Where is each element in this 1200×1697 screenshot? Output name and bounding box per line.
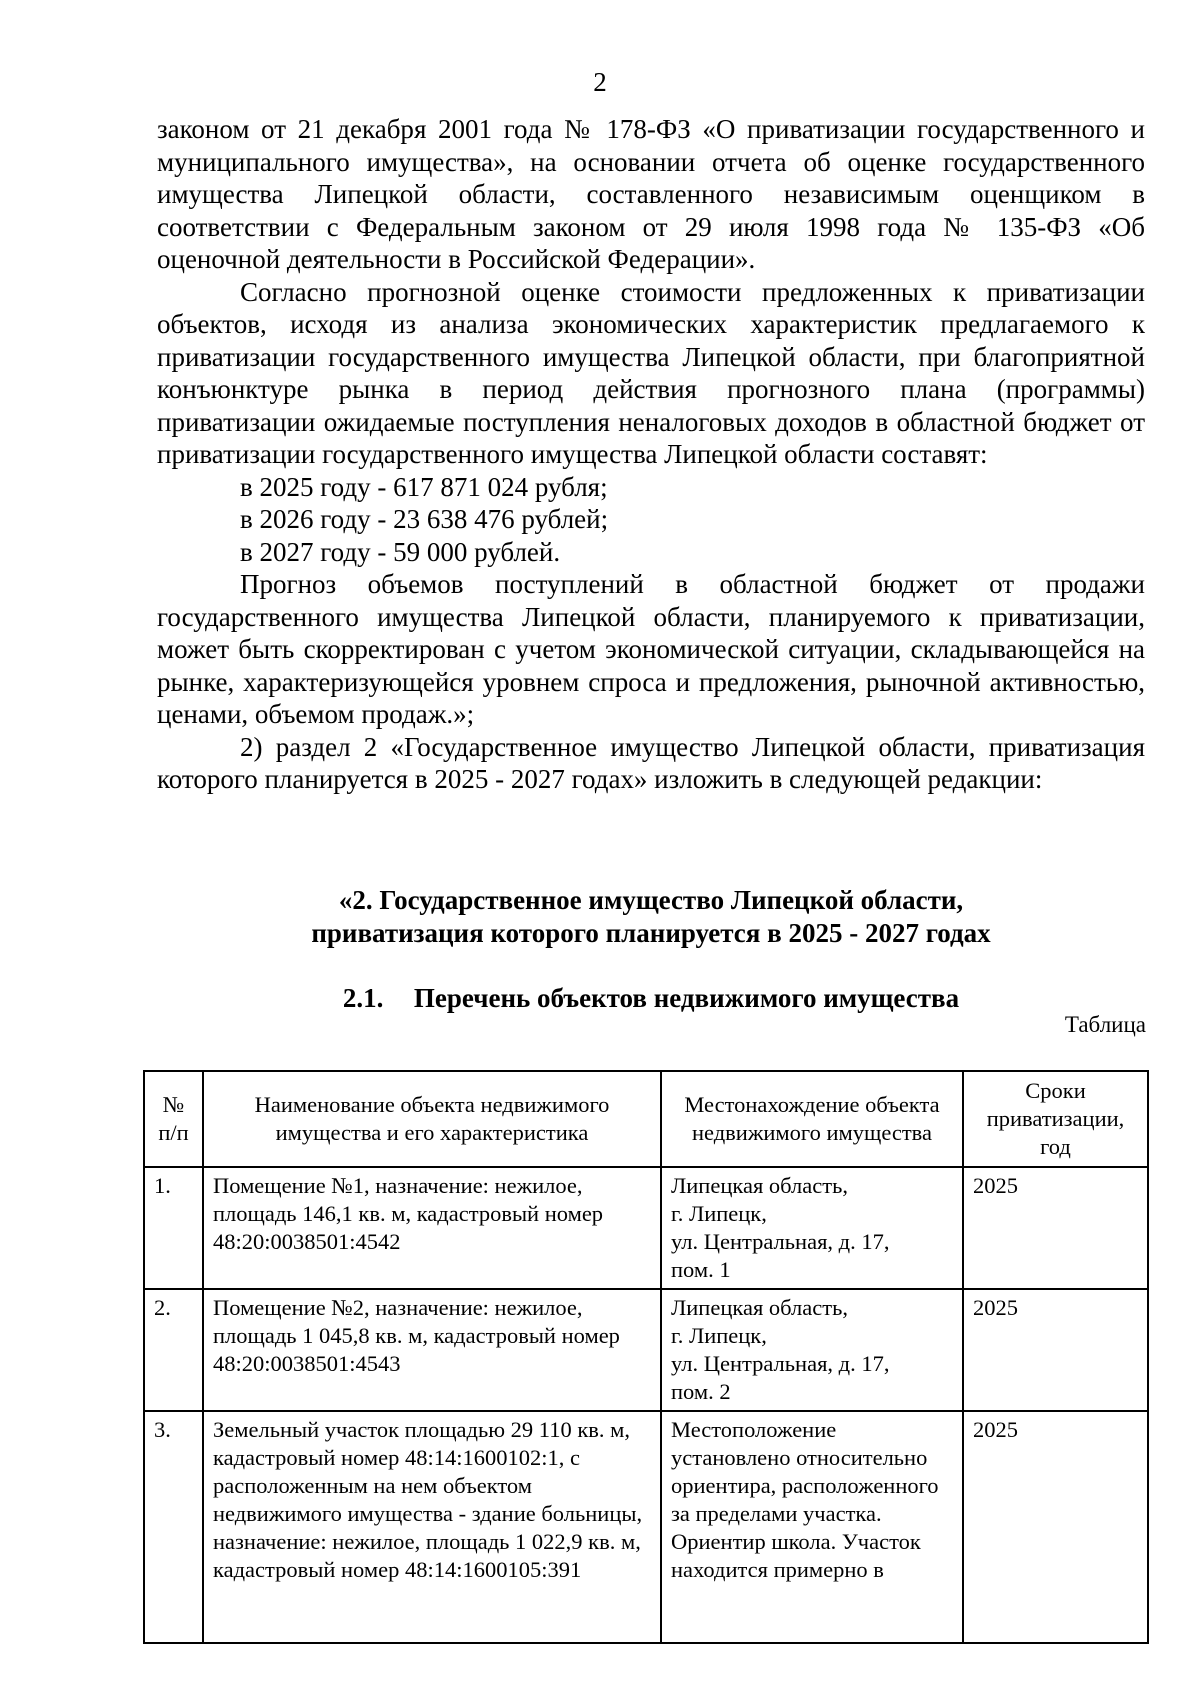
paragraph-section-amendment: 2) раздел 2 «Государственное имущество Липецкой области, приватизация которого планируется в 2025 - 2027 годах» изложить в следующей редакции:: [157, 731, 1145, 794]
subsection-number: 2.1.: [342, 983, 384, 1013]
subsection-heading: [157, 982, 1145, 1015]
cell-number: 3.: [144, 1411, 203, 1643]
cell-number: 2.: [144, 1289, 203, 1411]
header-description: Наименование объекта недвижимого имущества и его характеристика: [203, 1071, 661, 1167]
table-row: [144, 1289, 1148, 1411]
paragraph-forecast: Согласно прогнозной оценке стоимости предложенных к приватизации объектов, исходя из анализа экономических характеристик предлагаемого к приватизации государственного имущества Липецкой области, при благоприятной конъюнктуре рынка в период действия прогнозного плана (программы) приватизации ожидаемые поступления неналоговых доходов в областной бюджет от приватизации государственного имущества Липецкой области составят:: [157, 276, 1145, 469]
section-heading-line-2: приватизация которого планируется в 2025 - 2027 годах: [311, 918, 991, 948]
table-row: [144, 1411, 1148, 1643]
location-line: Липецкая область,: [671, 1173, 848, 1198]
section-heading-line-1: «2. Государственное имущество Липецкой области,: [338, 885, 964, 915]
property-table: [143, 1070, 1149, 1644]
table-row: [144, 1167, 1148, 1289]
paragraph-revenue-forecast: Прогноз объемов поступлений в областной бюджет от продажи государственного имущества Липецкой области, планируемого к приватизации, может быть скорректирован с учетом экономической ситуации, складывающейся на рынке, характеризующейся уровнем спроса и предложения, рыночной активностью, ценами, объемом продаж.»;: [157, 569, 1145, 729]
cell-description: Помещение №2, назначение: нежилое, площадь 1 045,8 кв. м, кадастровый номер 48:20:0038501:4543: [203, 1289, 661, 1411]
section-heading: [157, 884, 1145, 950]
cell-location: [661, 1411, 963, 1643]
document-body: [157, 113, 1145, 796]
amount-2026: в 2026 году - 23 638 476 рублей;: [240, 504, 609, 534]
table-caption: Таблица: [1064, 1012, 1146, 1037]
page-number: 2: [593, 67, 607, 97]
cell-location: [661, 1289, 963, 1411]
cell-year: 2025: [963, 1411, 1148, 1643]
location-line: ул. Центральная, д. 17,: [671, 1351, 890, 1376]
location-line: ул. Центральная, д. 17,: [671, 1229, 890, 1254]
header-location: Местонахождение объекта недвижимого имущества: [661, 1071, 963, 1167]
header-number: № п/п: [144, 1071, 203, 1167]
cell-number: 1.: [144, 1167, 203, 1289]
location-line: пом. 1: [671, 1257, 731, 1282]
cell-location: [661, 1167, 963, 1289]
cell-description: Помещение №1, назначение: нежилое, площадь 146,1 кв. м, кадастровый номер 48:20:0038501:4542: [203, 1167, 661, 1289]
amount-2025: в 2025 году - 617 871 024 рубля;: [240, 471, 608, 502]
cell-description: Земельный участок площадью 29 110 кв. м, кадастровый номер 48:14:1600102:1, с расположенным на нем объектом недвижимого имущества - здание больницы, назначение: нежилое, площадь 1 022,9 кв. м, кадастровый номер 48:14:1600105:391: [203, 1411, 661, 1643]
location-line: г. Липецк,: [671, 1323, 767, 1348]
location-line: г. Липецк,: [671, 1201, 767, 1226]
location-line: Липецкая область,: [671, 1295, 848, 1320]
paragraph-law-reference: законом от 21 декабря 2001 года № 178-ФЗ «О приватизации государственного и муниципального имущества», на основании отчета об оценке государственного имущества Липецкой области, составленного независимым оценщиком в соответствии с Федеральным законом от 29 июля 1998 года № 135-ФЗ «Об оценочной деятельности в Российской Федерации».: [157, 114, 1145, 274]
subsection-title: Перечень объектов недвижимого имущества: [413, 983, 960, 1013]
header-year: Сроки приватизации, год: [963, 1071, 1148, 1167]
cell-year: 2025: [963, 1167, 1148, 1289]
table-header-row: [144, 1071, 1148, 1167]
amount-2027: в 2027 году - 59 000 рублей.: [240, 536, 561, 567]
location-line: Местоположение установлено относительно ориентира, расположенного за пределами участка. Ориентир школа. Участок находится примерно в: [671, 1417, 939, 1582]
location-line: пом. 2: [671, 1379, 731, 1404]
cell-year: 2025: [963, 1289, 1148, 1411]
